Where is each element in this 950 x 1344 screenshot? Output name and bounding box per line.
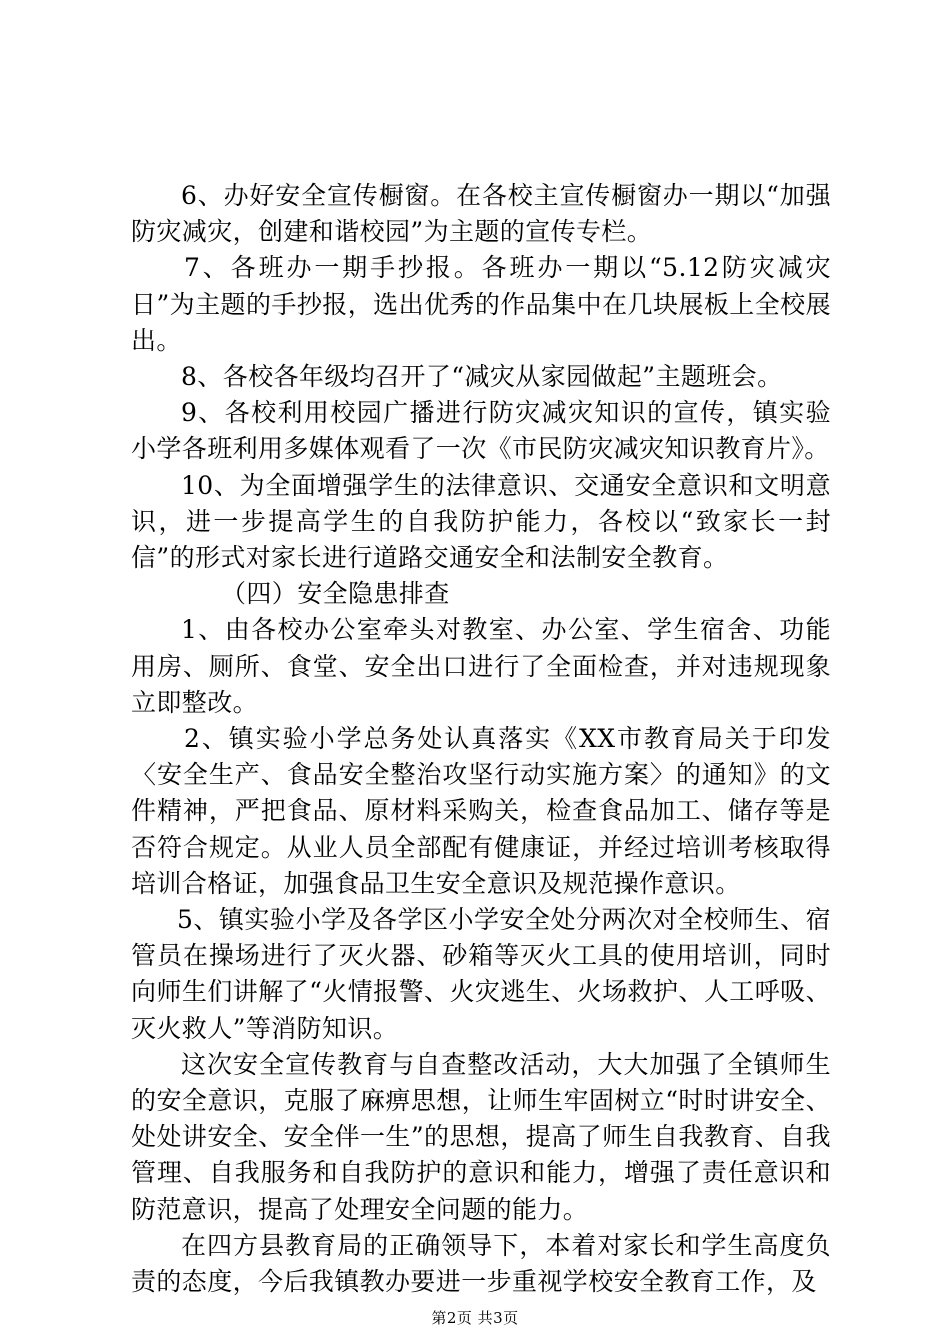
- paragraph-item-6: 6、办好安全宣传橱窗。在各校主宣传橱窗办一期以“加强防灾减灾，创建和谐校园”为主题的宣传专栏。: [131, 181, 831, 247]
- paragraph-summary: 这次安全宣传教育与自查整改活动，大大加强了全镇师生的安全意识，克服了麻痹思想，让师生牢固树立“时时讲安全、处处讲安全、安全伴一生”的思想，提高了师生自我教育、自我管理、自我服务和自我防护的意识和能力，增强了责任意识和防范意识，提高了处理安全问题的能力。: [131, 1049, 831, 1224]
- paragraph-item-10: 10、为全面增强学生的法律意识、交通安全意识和文明意识，进一步提高学生的自我防护能力，各校以“致家长一封信”的形式对家长进行道路交通安全和法制安全教育。: [131, 470, 831, 573]
- paragraph-item-9: 9、各校利用校园广播进行防灾减灾知识的宣传，镇实验小学各班利用多媒体观看了一次《市民防灾减灾知识教育片》。: [131, 398, 831, 464]
- paragraph-item-7: 7、各班办一期手抄报。各班办一期以“5.12防灾减灾日”为主题的手抄报，选出优秀的作品集中在几块展板上全校展出。: [131, 253, 831, 355]
- paragraph-outlook: 在四方县教育局的正确领导下，本着对家长和学生高度负责的态度，今后我镇教办要进一步重视学校安全教育工作，及: [131, 1230, 831, 1297]
- section-heading-hazard-check: （四）安全隐患排查: [221, 579, 450, 609]
- page-number-footer: 第2页 共3页: [431, 1309, 519, 1327]
- paragraph-item-8: 8、各校各年级均召开了“减灾从家园做起”主题班会。: [181, 362, 783, 392]
- document-body: [131, 178, 831, 1300]
- paragraph-hazard-5: 5、镇实验小学及各学区小学安全处分两次对全校师生、宿管员在操场进行了灭火器、砂箱等灭火工具的使用培训，同时向师生们讲解了“火情报警、火灾逃生、火场救护、人工呼吸、灭火救人”等消防知识。: [131, 905, 831, 1043]
- paragraph-hazard-1: 1、由各校办公室牵头对教室、办公室、学生宿舍、功能用房、厕所、食堂、安全出口进行了全面检查，并对违规现象立即整改。: [131, 615, 831, 717]
- paragraph-hazard-2: 2、镇实验小学总务处认真落实《XX市教育局关于印发〈安全生产、食品安全整治攻坚行动实施方案〉的通知》的文件精神，严把食品、原材料采购关，检查食品加工、储存等是否符合规定。从业人员全部配有健康证，并经过培训考核取得培训合格证，加强食品卫生安全意识及规范操作意识。: [131, 724, 831, 898]
